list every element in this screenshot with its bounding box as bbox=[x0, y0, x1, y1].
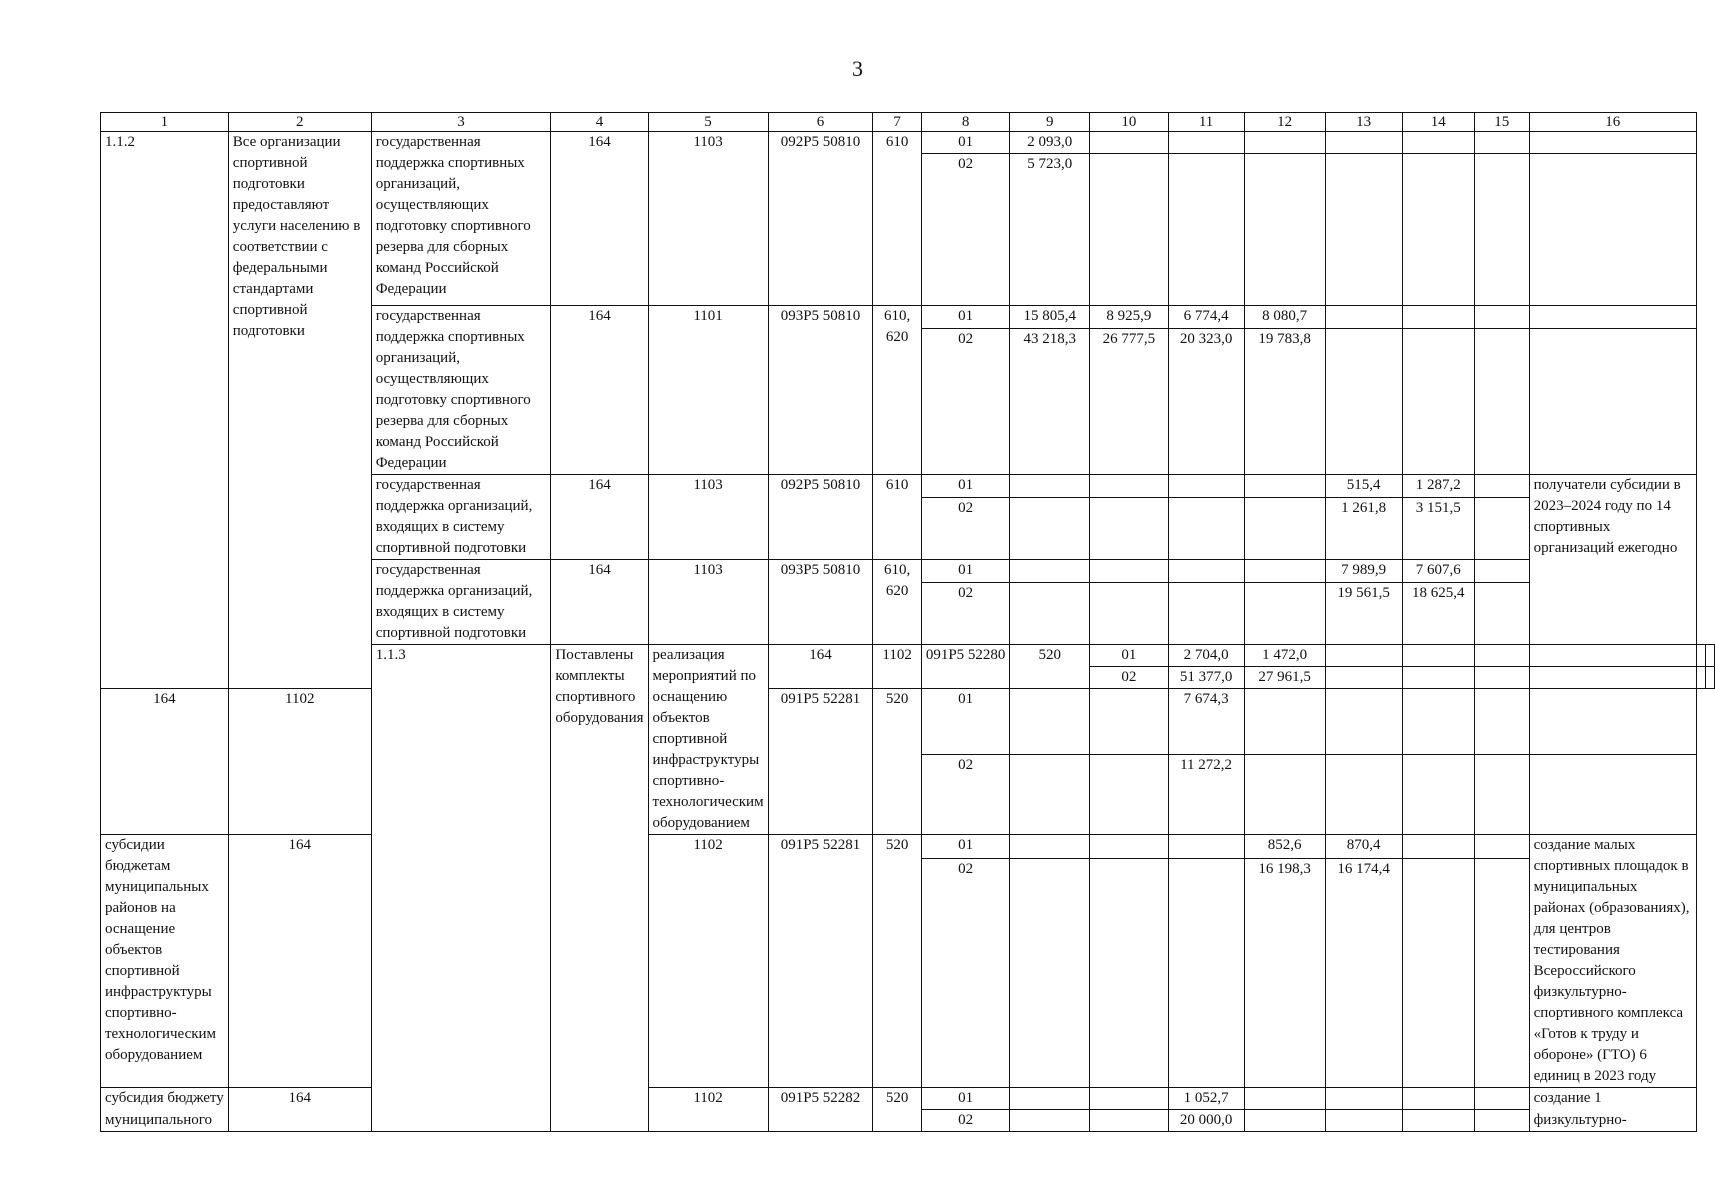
cell-c16 bbox=[1706, 645, 1715, 667]
result-note: создание малых спортивных площадок в муниципальных районах (образованиях), для центров тестирования Всероссийского физкультурно-спортивного комплекса «Готов к труду и обороне» (ГТО) 6 единиц в 2023 году bbox=[1529, 835, 1696, 1088]
cell-c9: 2 093,0 bbox=[1010, 132, 1090, 154]
cell-c10 bbox=[1090, 835, 1168, 859]
cell-c14: 18 625,4 bbox=[1402, 583, 1474, 645]
cell-c15 bbox=[1697, 667, 1706, 689]
funding-code: 01 bbox=[921, 689, 1010, 755]
cell-c12 bbox=[1244, 132, 1325, 154]
cell-c13: 19 561,5 bbox=[1325, 583, 1402, 645]
cell-c11 bbox=[1168, 560, 1244, 583]
cell-c13 bbox=[1325, 755, 1402, 835]
funding-code: 02 bbox=[921, 329, 1010, 475]
cell-c7-line2: 620 bbox=[885, 329, 909, 345]
measure-description: государственная поддержка организаций, входящих в систему спортивной подготовки bbox=[371, 475, 551, 560]
funding-code: 02 bbox=[1090, 667, 1168, 689]
cell-c14 bbox=[1402, 689, 1474, 755]
funding-code: 01 bbox=[921, 835, 1010, 859]
cell-c12: 8 080,7 bbox=[1244, 306, 1325, 329]
cell-c14: 7 607,6 bbox=[1402, 560, 1474, 583]
cell-c5: 1102 bbox=[873, 645, 921, 689]
cell-c12 bbox=[1244, 154, 1325, 306]
cell-c4: 164 bbox=[551, 560, 648, 645]
measure-description: государственная поддержка спортивных организаций, осуществляющих подготовку спортивного резерва для сборных команд Российской Федерации bbox=[371, 132, 551, 306]
result-note: получатели субсидии в 2023–2024 году по 14 спортивных организаций ежегодно bbox=[1529, 475, 1696, 645]
cell-c12: 16 198,3 bbox=[1244, 859, 1325, 1088]
cell-c16 bbox=[1529, 154, 1696, 306]
cell-c11: 7 674,3 bbox=[1168, 689, 1244, 755]
item-number: 1.1.3 bbox=[371, 645, 551, 1132]
col-header: 7 bbox=[873, 113, 921, 132]
cell-c6: 092Р5 50810 bbox=[768, 475, 873, 560]
col-header: 13 bbox=[1325, 113, 1402, 132]
cell-c7: 520 bbox=[873, 835, 921, 1088]
funding-code: 02 bbox=[921, 583, 1010, 645]
table-row bbox=[101, 835, 1715, 859]
funding-code: 01 bbox=[921, 132, 1010, 154]
cell-c11: 6 774,4 bbox=[1168, 306, 1244, 329]
cell-c13 bbox=[1325, 329, 1402, 475]
funding-code: 02 bbox=[921, 859, 1010, 1088]
table-row bbox=[101, 132, 1715, 154]
cell-c4: 164 bbox=[101, 689, 229, 835]
cell-c11 bbox=[1325, 667, 1402, 689]
cell-c14: 1 287,2 bbox=[1402, 475, 1474, 498]
cell-c14 bbox=[1402, 132, 1474, 154]
budget-table bbox=[100, 112, 1715, 1132]
cell-c9 bbox=[1010, 755, 1090, 835]
cell-c11: 20 000,0 bbox=[1168, 1110, 1244, 1132]
cell-c7-line1: 610, bbox=[884, 308, 911, 324]
cell-c14 bbox=[1529, 645, 1696, 667]
cell-c13 bbox=[1325, 132, 1402, 154]
cell-c5: 1102 bbox=[648, 835, 768, 1088]
cell-c15 bbox=[1474, 1110, 1529, 1132]
col-header: 12 bbox=[1244, 113, 1325, 132]
cell-c11 bbox=[1168, 475, 1244, 498]
cell-c4: 164 bbox=[551, 475, 648, 560]
cell-c11 bbox=[1168, 859, 1244, 1088]
cell-c14 bbox=[1529, 667, 1696, 689]
funding-code: 01 bbox=[921, 306, 1010, 329]
cell-c10 bbox=[1090, 583, 1168, 645]
cell-c13 bbox=[1325, 154, 1402, 306]
cell-c12: 19 783,8 bbox=[1244, 329, 1325, 475]
cell-c15 bbox=[1474, 475, 1529, 498]
cell-c7-line2: 620 bbox=[885, 583, 909, 599]
cell-c16 bbox=[1529, 689, 1696, 755]
cell-c13: 1 261,8 bbox=[1325, 498, 1402, 560]
funding-code: 01 bbox=[921, 560, 1010, 583]
funding-code: 02 bbox=[921, 154, 1010, 306]
cell-c16 bbox=[1529, 306, 1696, 329]
funding-code: 02 bbox=[921, 498, 1010, 560]
cell-c6: 092Р5 50810 bbox=[768, 132, 873, 306]
table-row bbox=[101, 1088, 1715, 1110]
funding-code: 02 bbox=[921, 755, 1010, 835]
cell-c9 bbox=[1010, 560, 1090, 583]
measure-description: субсидия бюджету bbox=[101, 1088, 229, 1110]
cell-c7: 610 bbox=[873, 475, 921, 560]
col-header: 3 bbox=[371, 113, 551, 132]
cell-c13 bbox=[1474, 667, 1529, 689]
col-header: 5 bbox=[648, 113, 768, 132]
col-header: 8 bbox=[921, 113, 1010, 132]
page-number: 3 bbox=[852, 56, 863, 81]
measure-description: государственная поддержка спортивных организаций, осуществляющих подготовку спортивного резерва для сборных команд Российской Федерации bbox=[371, 306, 551, 475]
col-header: 2 bbox=[228, 113, 371, 132]
cell-c12 bbox=[1244, 498, 1325, 560]
cell-c5: 1103 bbox=[648, 132, 768, 306]
cell-c16 bbox=[1529, 329, 1696, 475]
cell-c12 bbox=[1244, 475, 1325, 498]
cell-c15 bbox=[1474, 859, 1529, 1088]
item-number: 1.1.2 bbox=[101, 132, 229, 689]
cell-c13: 16 174,4 bbox=[1325, 859, 1402, 1088]
cell-c13 bbox=[1474, 645, 1529, 667]
cell-c6: 091Р5 52281 bbox=[768, 835, 873, 1088]
cell-c10 bbox=[1090, 475, 1168, 498]
cell-c4: 164 bbox=[228, 1088, 371, 1132]
cell-c10: 8 925,9 bbox=[1090, 306, 1168, 329]
cell-c10 bbox=[1090, 132, 1168, 154]
cell-c9 bbox=[1010, 1110, 1090, 1132]
cell-c15 bbox=[1474, 329, 1529, 475]
cell-c5: 1102 bbox=[228, 689, 371, 835]
cell-c10 bbox=[1090, 859, 1168, 1088]
cell-c7-line1: 610, bbox=[884, 562, 911, 578]
cell-c15 bbox=[1474, 755, 1529, 835]
cell-c11 bbox=[1168, 835, 1244, 859]
cell-c14 bbox=[1402, 306, 1474, 329]
cell-c13: 515,4 bbox=[1325, 475, 1402, 498]
cell-c15 bbox=[1474, 560, 1529, 583]
cell-c15 bbox=[1474, 583, 1529, 645]
cell-c15 bbox=[1474, 1088, 1529, 1110]
cell-c5: 1103 bbox=[648, 560, 768, 645]
cell-c13 bbox=[1325, 1088, 1402, 1110]
cell-c13 bbox=[1325, 1110, 1402, 1132]
cell-c10: 27 961,5 bbox=[1244, 667, 1325, 689]
measure-description: субсидии бюджетам муниципальных районов на оснащение объектов спортивной инфраструктуры спортивно-технологическим оборудованием bbox=[101, 835, 229, 1088]
col-header: 15 bbox=[1474, 113, 1529, 132]
cell-c15 bbox=[1697, 645, 1706, 667]
cell-c7: 520 bbox=[1010, 645, 1090, 689]
funding-code: 01 bbox=[921, 1088, 1010, 1110]
cell-c12 bbox=[1244, 1110, 1325, 1132]
cell-c7: 520 bbox=[873, 1088, 921, 1132]
cell-c9 bbox=[1010, 835, 1090, 859]
cell-c4: 164 bbox=[228, 835, 371, 1088]
cell-c11: 11 272,2 bbox=[1168, 755, 1244, 835]
cell-c15 bbox=[1474, 498, 1529, 560]
cell-c7: 610 bbox=[873, 132, 921, 306]
col-header: 6 bbox=[768, 113, 873, 132]
cell-c5: 1101 bbox=[648, 306, 768, 475]
cell-c7 bbox=[873, 560, 921, 645]
cell-c13 bbox=[1325, 689, 1402, 755]
cell-c9: 51 377,0 bbox=[1168, 667, 1244, 689]
cell-c12 bbox=[1244, 583, 1325, 645]
measure-description: государственная поддержка организаций, входящих в систему спортивной подготовки bbox=[371, 560, 551, 645]
cell-c15 bbox=[1474, 132, 1529, 154]
cell-c14 bbox=[1402, 1088, 1474, 1110]
cell-c6: 091Р5 52282 bbox=[768, 1088, 873, 1132]
cell-c11: 1 052,7 bbox=[1168, 1088, 1244, 1110]
cell-c14 bbox=[1402, 154, 1474, 306]
cell-c10 bbox=[1090, 755, 1168, 835]
cell-c10 bbox=[1090, 154, 1168, 306]
cell-c16 bbox=[1529, 755, 1696, 835]
cell-c13 bbox=[1325, 306, 1402, 329]
cell-c5: 1103 bbox=[648, 475, 768, 560]
cell-c15 bbox=[1474, 154, 1529, 306]
cell-c9 bbox=[1010, 475, 1090, 498]
cell-c15 bbox=[1474, 306, 1529, 329]
item-name: Все организации спортивной подготовки предоставляют услуги населению в соответствии с федеральными стандартами спортивной подготовки bbox=[228, 132, 371, 689]
cell-c12 bbox=[1244, 689, 1325, 755]
funding-code: 01 bbox=[921, 475, 1010, 498]
cell-c11 bbox=[1168, 154, 1244, 306]
cell-c5: 1102 bbox=[648, 1088, 768, 1132]
measure-description: реализация мероприятий по оснащению объектов спортивной инфраструктуры спортивно-технологическим оборудованием bbox=[648, 645, 768, 835]
col-header: 4 bbox=[551, 113, 648, 132]
cell-c14 bbox=[1402, 1110, 1474, 1132]
cell-c9 bbox=[1010, 583, 1090, 645]
funding-code: 02 bbox=[921, 1110, 1010, 1132]
col-header: 16 bbox=[1529, 113, 1696, 132]
cell-c4: 164 bbox=[768, 645, 873, 689]
cell-c9 bbox=[1010, 1088, 1090, 1110]
col-header: 9 bbox=[1010, 113, 1090, 132]
cell-c12 bbox=[1244, 755, 1325, 835]
cell-c11 bbox=[1168, 583, 1244, 645]
cell-c6: 091Р5 52280 bbox=[921, 645, 1010, 689]
cell-c14 bbox=[1402, 329, 1474, 475]
cell-c9 bbox=[1010, 859, 1090, 1088]
header-row bbox=[101, 113, 1715, 132]
col-header: 14 bbox=[1402, 113, 1474, 132]
cell-c10 bbox=[1090, 1088, 1168, 1110]
item-name: Поставлены комплекты спортивного оборудования bbox=[551, 645, 648, 1132]
cell-c12 bbox=[1244, 560, 1325, 583]
cell-c9 bbox=[1010, 498, 1090, 560]
cell-c12 bbox=[1402, 667, 1474, 689]
col-header: 10 bbox=[1090, 113, 1168, 132]
cell-c16 bbox=[1706, 667, 1715, 689]
cell-c6: 091Р5 52281 bbox=[768, 689, 873, 835]
cell-c10 bbox=[1090, 689, 1168, 755]
cell-c13: 7 989,9 bbox=[1325, 560, 1402, 583]
cell-c12: 852,6 bbox=[1244, 835, 1325, 859]
cell-c10: 1 472,0 bbox=[1244, 645, 1325, 667]
cell-c6: 093Р5 50810 bbox=[768, 306, 873, 475]
cell-c9: 15 805,4 bbox=[1010, 306, 1090, 329]
col-header: 1 bbox=[101, 113, 229, 132]
cell-c11 bbox=[1325, 645, 1402, 667]
cell-c11 bbox=[1168, 132, 1244, 154]
cell-c4: 164 bbox=[551, 132, 648, 306]
cell-c11 bbox=[1168, 498, 1244, 560]
cell-c15 bbox=[1474, 689, 1529, 755]
cell-c14 bbox=[1402, 755, 1474, 835]
cell-c16 bbox=[1529, 132, 1696, 154]
cell-c9: 2 704,0 bbox=[1168, 645, 1244, 667]
cell-c9: 43 218,3 bbox=[1010, 329, 1090, 475]
cell-c12 bbox=[1244, 1088, 1325, 1110]
cell-c14: 3 151,5 bbox=[1402, 498, 1474, 560]
table-row bbox=[101, 689, 1715, 755]
cell-c9 bbox=[1010, 689, 1090, 755]
cell-c7: 520 bbox=[873, 689, 921, 835]
result-note-cont: физкультурно- bbox=[1529, 1110, 1696, 1132]
cell-c10: 26 777,5 bbox=[1090, 329, 1168, 475]
cell-c14 bbox=[1402, 859, 1474, 1088]
cell-c11: 20 323,0 bbox=[1168, 329, 1244, 475]
cell-c9: 5 723,0 bbox=[1010, 154, 1090, 306]
cell-c10 bbox=[1090, 498, 1168, 560]
cell-c13: 870,4 bbox=[1325, 835, 1402, 859]
cell-c14 bbox=[1402, 835, 1474, 859]
measure-description-cont: муниципального bbox=[101, 1110, 229, 1132]
cell-c12 bbox=[1402, 645, 1474, 667]
cell-c4: 164 bbox=[551, 306, 648, 475]
col-header: 11 bbox=[1168, 113, 1244, 132]
cell-c15 bbox=[1474, 835, 1529, 859]
funding-code: 01 bbox=[1090, 645, 1168, 667]
cell-c6: 093Р5 50810 bbox=[768, 560, 873, 645]
cell-c7 bbox=[873, 306, 921, 475]
result-note: создание 1 bbox=[1529, 1088, 1696, 1110]
cell-c10 bbox=[1090, 560, 1168, 583]
cell-c10 bbox=[1090, 1110, 1168, 1132]
